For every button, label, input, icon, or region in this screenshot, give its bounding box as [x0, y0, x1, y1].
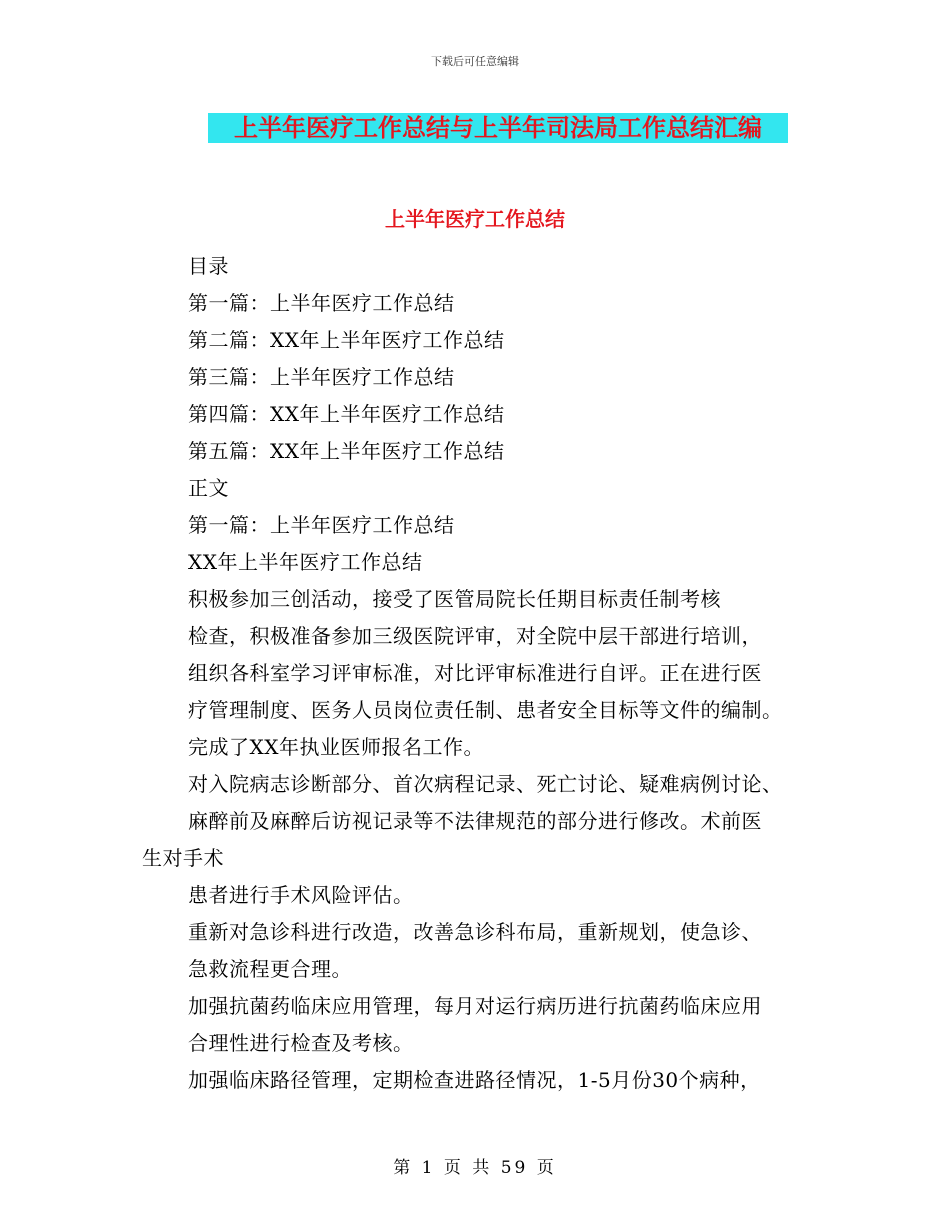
toc-heading: 目录 [188, 254, 229, 278]
toc-item: 第一篇：上半年医疗工作总结 [188, 291, 455, 315]
toc-item: 第三篇：上半年医疗工作总结 [188, 365, 455, 389]
paragraph-line: 麻醉前及麻醉后访视记录等不法律规范的部分进行修改。术前医 [188, 809, 762, 833]
paragraph-line: 检查，积极准备参加三级医院评审，对全院中层干部进行培训， [188, 624, 762, 648]
chapter-heading: 第一篇：上半年医疗工作总结 [188, 513, 455, 537]
paragraph-line: 加强临床路径管理，定期检查进路径情况，1-5月份30个病种， [188, 1068, 761, 1092]
section-title: 上半年医疗工作总结 [385, 207, 565, 231]
toc-item: 第二篇：XX年上半年医疗工作总结 [188, 328, 505, 352]
paragraph-line: 组织各科室学习评审标准，对比评审标准进行自评。正在进行医 [188, 661, 762, 685]
paragraph-line: 加强抗菌药临床应用管理，每月对运行病历进行抗菌药临床应用 [188, 994, 762, 1018]
paragraph-line: 对入院病志诊断部分、首次病程记录、死亡讨论、疑难病例讨论、 [188, 772, 783, 796]
toc-item: 第四篇：XX年上半年医疗工作总结 [188, 402, 505, 426]
paragraph-line: 合理性进行检查及考核。 [188, 1031, 414, 1055]
paragraph-line: 患者进行手术风险评估。 [188, 883, 414, 907]
toc-item: 第五篇：XX年上半年医疗工作总结 [188, 439, 505, 463]
paragraph-line: 疗管理制度、医务人员岗位责任制、患者安全目标等文件的编制。 [188, 698, 783, 722]
header-note: 下载后可任意编辑 [431, 55, 519, 68]
chapter-subtitle: XX年上半年医疗工作总结 [188, 550, 423, 574]
page-footer: 第 1 页 共 59 页 [393, 1158, 557, 1178]
paragraph-line: 急救流程更合理。 [188, 957, 352, 981]
paragraph-line: 重新对急诊科进行改造，改善急诊科布局，重新规划，使急诊、 [188, 920, 762, 944]
body-heading: 正文 [188, 476, 229, 500]
paragraph-line: 积极参加三创活动，接受了医管局院长任期目标责任制考核 [188, 587, 721, 611]
document-main-title: 上半年医疗工作总结与上半年司法局工作总结汇编 [208, 113, 788, 143]
paragraph-line: 完成了XX年执业医师报名工作。 [188, 735, 484, 759]
paragraph-line: 生对手术 [142, 846, 224, 870]
